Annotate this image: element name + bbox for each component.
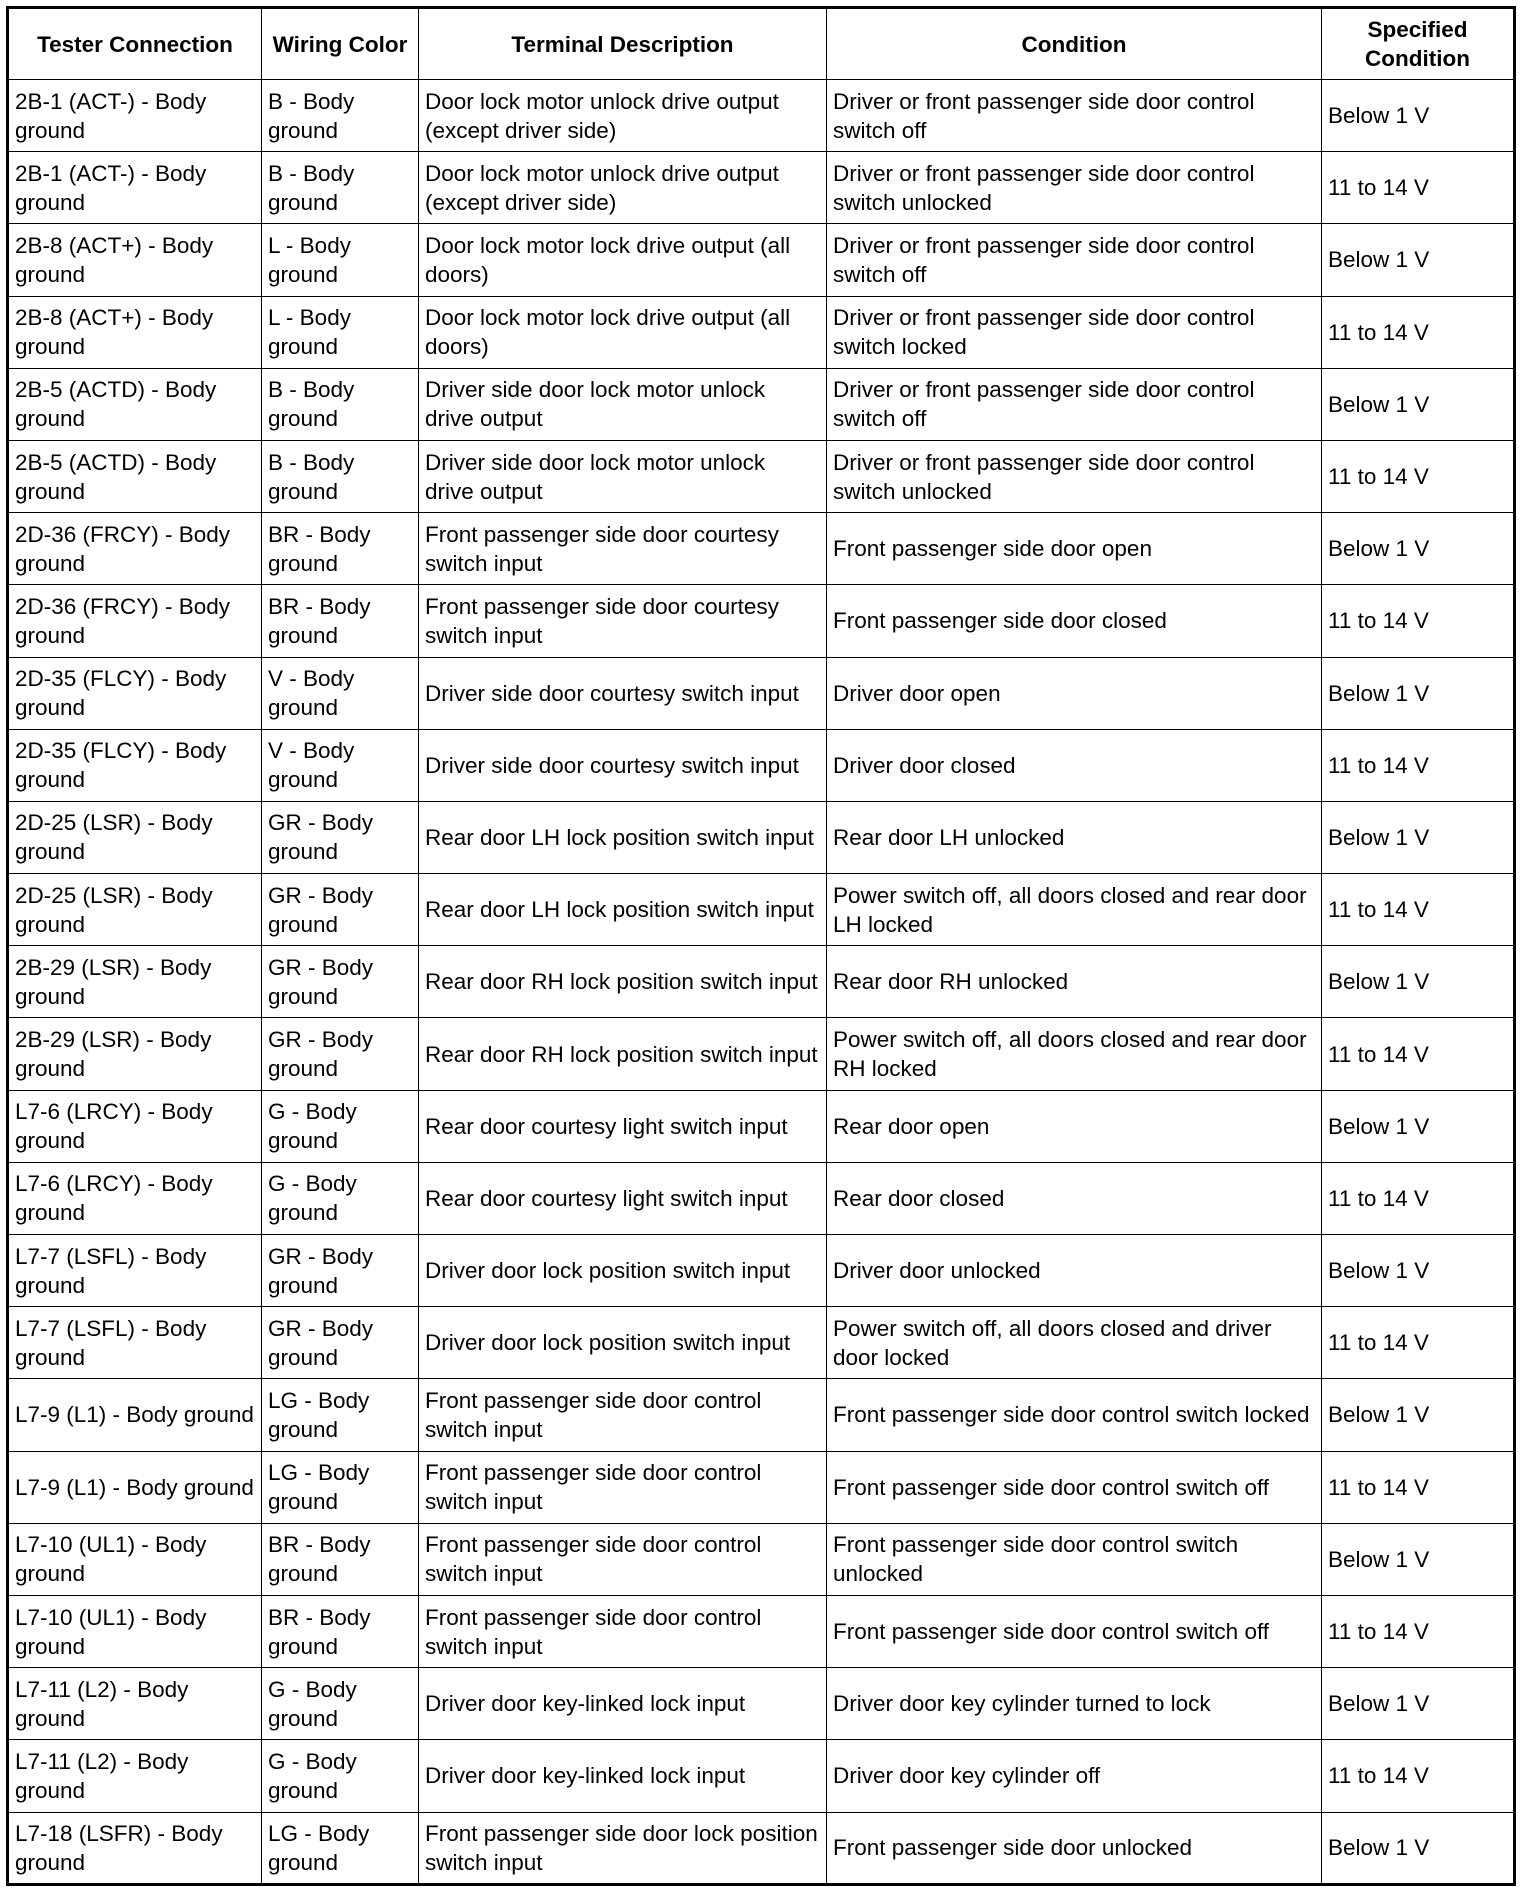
wiring-color-cell: G - Body ground	[262, 1740, 419, 1812]
wiring-color-cell: BR - Body ground	[262, 513, 419, 585]
condition-cell: Power switch off, all doors closed and rear door RH locked	[827, 1018, 1322, 1090]
terminal-description-cell: Driver door key-linked lock input	[419, 1668, 827, 1740]
tester-connection-cell: 2B-8 (ACT+) - Body ground	[8, 224, 262, 296]
condition-cell: Rear door open	[827, 1090, 1322, 1162]
table-row	[8, 729, 1515, 801]
table-row	[8, 1379, 1515, 1451]
header-row	[8, 8, 1515, 80]
specified-condition-cell: 11 to 14 V	[1322, 585, 1515, 657]
condition-cell: Driver or front passenger side door control switch off	[827, 80, 1322, 152]
condition-cell: Driver or front passenger side door control switch off	[827, 368, 1322, 440]
table-row	[8, 1307, 1515, 1379]
table-row	[8, 440, 1515, 512]
terminal-description-cell: Rear door LH lock position switch input	[419, 801, 827, 873]
table-row	[8, 296, 1515, 368]
terminal-description-cell: Front passenger side door courtesy switch input	[419, 513, 827, 585]
wiring-color-cell: GR - Body ground	[262, 946, 419, 1018]
tester-connection-cell: 2D-36 (FRCY) - Body ground	[8, 513, 262, 585]
header-condition: Condition	[827, 8, 1322, 80]
condition-cell: Driver or front passenger side door control switch locked	[827, 296, 1322, 368]
table-row	[8, 585, 1515, 657]
condition-cell: Power switch off, all doors closed and driver door locked	[827, 1307, 1322, 1379]
specified-condition-cell: Below 1 V	[1322, 1523, 1515, 1595]
specified-condition-cell: 11 to 14 V	[1322, 1451, 1515, 1523]
tester-connection-cell: L7-18 (LSFR) - Body ground	[8, 1812, 262, 1885]
table-row	[8, 224, 1515, 296]
wiring-color-cell: GR - Body ground	[262, 1018, 419, 1090]
condition-cell: Front passenger side door control switch off	[827, 1595, 1322, 1667]
terminal-description-cell: Front passenger side door courtesy switch input	[419, 585, 827, 657]
header-terminal-description: Terminal Description	[419, 8, 827, 80]
tester-connection-cell: 2B-8 (ACT+) - Body ground	[8, 296, 262, 368]
table-body	[8, 80, 1515, 1885]
terminal-description-cell: Rear door RH lock position switch input	[419, 1018, 827, 1090]
table-row	[8, 946, 1515, 1018]
specified-condition-cell: Below 1 V	[1322, 1812, 1515, 1885]
wiring-color-cell: LG - Body ground	[262, 1451, 419, 1523]
table-row	[8, 1018, 1515, 1090]
tester-connection-cell: L7-7 (LSFL) - Body ground	[8, 1307, 262, 1379]
terminal-description-cell: Driver door lock position switch input	[419, 1235, 827, 1307]
condition-cell: Power switch off, all doors closed and rear door LH locked	[827, 874, 1322, 946]
terminal-description-cell: Rear door courtesy light switch input	[419, 1162, 827, 1234]
condition-cell: Rear door LH unlocked	[827, 801, 1322, 873]
tester-connection-cell: 2D-25 (LSR) - Body ground	[8, 801, 262, 873]
specified-condition-cell: 11 to 14 V	[1322, 1307, 1515, 1379]
wiring-color-cell: L - Body ground	[262, 224, 419, 296]
wiring-color-cell: L - Body ground	[262, 296, 419, 368]
terminal-description-cell: Driver side door courtesy switch input	[419, 657, 827, 729]
terminal-description-cell: Driver door lock position switch input	[419, 1307, 827, 1379]
wiring-color-cell: B - Body ground	[262, 152, 419, 224]
condition-cell: Driver or front passenger side door control switch unlocked	[827, 152, 1322, 224]
table-row	[8, 513, 1515, 585]
wiring-color-cell: LG - Body ground	[262, 1379, 419, 1451]
tester-connection-cell: L7-10 (UL1) - Body ground	[8, 1523, 262, 1595]
table-row	[8, 801, 1515, 873]
table-row	[8, 1812, 1515, 1885]
table-row	[8, 1235, 1515, 1307]
tester-connection-cell: 2B-29 (LSR) - Body ground	[8, 1018, 262, 1090]
tester-connection-cell: 2D-35 (FLCY) - Body ground	[8, 657, 262, 729]
specified-condition-cell: Below 1 V	[1322, 946, 1515, 1018]
condition-cell: Driver door open	[827, 657, 1322, 729]
table-row	[8, 1162, 1515, 1234]
condition-cell: Rear door closed	[827, 1162, 1322, 1234]
terminal-description-cell: Rear door LH lock position switch input	[419, 874, 827, 946]
condition-cell: Front passenger side door closed	[827, 585, 1322, 657]
wiring-color-cell: GR - Body ground	[262, 1235, 419, 1307]
terminal-description-cell: Front passenger side door control switch input	[419, 1523, 827, 1595]
tester-connection-cell: L7-11 (L2) - Body ground	[8, 1740, 262, 1812]
table-row	[8, 874, 1515, 946]
table-row	[8, 152, 1515, 224]
table-row	[8, 657, 1515, 729]
terminal-description-cell: Front passenger side door control switch input	[419, 1595, 827, 1667]
condition-cell: Driver door unlocked	[827, 1235, 1322, 1307]
table-row	[8, 1451, 1515, 1523]
terminal-description-cell: Door lock motor lock drive output (all doors)	[419, 296, 827, 368]
wiring-color-cell: G - Body ground	[262, 1090, 419, 1162]
tester-connection-cell: L7-6 (LRCY) - Body ground	[8, 1162, 262, 1234]
wiring-color-cell: G - Body ground	[262, 1162, 419, 1234]
wiring-color-cell: BR - Body ground	[262, 1595, 419, 1667]
header-tester-connection: Tester Connection	[8, 8, 262, 80]
specified-condition-cell: Below 1 V	[1322, 1379, 1515, 1451]
table-row	[8, 1595, 1515, 1667]
specified-condition-cell: Below 1 V	[1322, 368, 1515, 440]
specified-condition-cell: 11 to 14 V	[1322, 1162, 1515, 1234]
tester-connection-cell: L7-9 (L1) - Body ground	[8, 1379, 262, 1451]
terminal-description-cell: Driver side door courtesy switch input	[419, 729, 827, 801]
specified-condition-cell: Below 1 V	[1322, 1090, 1515, 1162]
tester-connection-cell: 2B-1 (ACT-) - Body ground	[8, 80, 262, 152]
terminal-description-cell: Driver side door lock motor unlock drive output	[419, 368, 827, 440]
condition-cell: Driver or front passenger side door control switch off	[827, 224, 1322, 296]
condition-cell: Front passenger side door control switch off	[827, 1451, 1322, 1523]
table-row	[8, 1523, 1515, 1595]
specified-condition-cell: Below 1 V	[1322, 513, 1515, 585]
header-wiring-color: Wiring Color	[262, 8, 419, 80]
condition-cell: Driver door key cylinder turned to lock	[827, 1668, 1322, 1740]
terminal-inspection-table	[6, 6, 1516, 1886]
specified-condition-cell: 11 to 14 V	[1322, 1018, 1515, 1090]
specified-condition-cell: Below 1 V	[1322, 80, 1515, 152]
wiring-color-cell: BR - Body ground	[262, 585, 419, 657]
table-row	[8, 1090, 1515, 1162]
terminal-description-cell: Front passenger side door control switch input	[419, 1379, 827, 1451]
table-row	[8, 80, 1515, 152]
tester-connection-cell: L7-11 (L2) - Body ground	[8, 1668, 262, 1740]
terminal-description-cell: Rear door RH lock position switch input	[419, 946, 827, 1018]
wiring-color-cell: B - Body ground	[262, 80, 419, 152]
wiring-color-cell: GR - Body ground	[262, 874, 419, 946]
specified-condition-cell: Below 1 V	[1322, 1668, 1515, 1740]
terminal-description-cell: Door lock motor lock drive output (all doors)	[419, 224, 827, 296]
wiring-color-cell: V - Body ground	[262, 657, 419, 729]
specified-condition-cell: 11 to 14 V	[1322, 296, 1515, 368]
header-specified-condition: Specified Condition	[1322, 8, 1515, 80]
specified-condition-cell: Below 1 V	[1322, 801, 1515, 873]
condition-cell: Rear door RH unlocked	[827, 946, 1322, 1018]
terminal-description-cell: Door lock motor unlock drive output (except driver side)	[419, 80, 827, 152]
condition-cell: Driver door key cylinder off	[827, 1740, 1322, 1812]
tester-connection-cell: 2D-25 (LSR) - Body ground	[8, 874, 262, 946]
wiring-color-cell: LG - Body ground	[262, 1812, 419, 1885]
terminal-description-cell: Rear door courtesy light switch input	[419, 1090, 827, 1162]
condition-cell: Front passenger side door control switch locked	[827, 1379, 1322, 1451]
wiring-color-cell: B - Body ground	[262, 368, 419, 440]
specified-condition-cell: Below 1 V	[1322, 224, 1515, 296]
specified-condition-cell: 11 to 14 V	[1322, 874, 1515, 946]
tester-connection-cell: L7-6 (LRCY) - Body ground	[8, 1090, 262, 1162]
specified-condition-cell: 11 to 14 V	[1322, 1740, 1515, 1812]
terminal-description-cell: Front passenger side door control switch input	[419, 1451, 827, 1523]
tester-connection-cell: L7-7 (LSFL) - Body ground	[8, 1235, 262, 1307]
condition-cell: Front passenger side door unlocked	[827, 1812, 1322, 1885]
tester-connection-cell: 2B-5 (ACTD) - Body ground	[8, 368, 262, 440]
wiring-color-cell: GR - Body ground	[262, 1307, 419, 1379]
table-row	[8, 1740, 1515, 1812]
wiring-color-cell: BR - Body ground	[262, 1523, 419, 1595]
tester-connection-cell: 2B-29 (LSR) - Body ground	[8, 946, 262, 1018]
specified-condition-cell: 11 to 14 V	[1322, 729, 1515, 801]
terminal-description-cell: Driver door key-linked lock input	[419, 1740, 827, 1812]
tester-connection-cell: 2D-35 (FLCY) - Body ground	[8, 729, 262, 801]
tester-connection-cell: 2B-5 (ACTD) - Body ground	[8, 440, 262, 512]
tester-connection-cell: L7-10 (UL1) - Body ground	[8, 1595, 262, 1667]
terminal-description-cell: Door lock motor unlock drive output (except driver side)	[419, 152, 827, 224]
wiring-color-cell: V - Body ground	[262, 729, 419, 801]
condition-cell: Front passenger side door open	[827, 513, 1322, 585]
table-row	[8, 1668, 1515, 1740]
terminal-description-cell: Driver side door lock motor unlock drive output	[419, 440, 827, 512]
tester-connection-cell: 2D-36 (FRCY) - Body ground	[8, 585, 262, 657]
specified-condition-cell: 11 to 14 V	[1322, 1595, 1515, 1667]
condition-cell: Front passenger side door control switch unlocked	[827, 1523, 1322, 1595]
specified-condition-cell: Below 1 V	[1322, 657, 1515, 729]
wiring-color-cell: GR - Body ground	[262, 801, 419, 873]
table-row	[8, 368, 1515, 440]
specified-condition-cell: Below 1 V	[1322, 1235, 1515, 1307]
wiring-color-cell: G - Body ground	[262, 1668, 419, 1740]
specified-condition-cell: 11 to 14 V	[1322, 440, 1515, 512]
condition-cell: Driver or front passenger side door control switch unlocked	[827, 440, 1322, 512]
wiring-color-cell: B - Body ground	[262, 440, 419, 512]
condition-cell: Driver door closed	[827, 729, 1322, 801]
tester-connection-cell: 2B-1 (ACT-) - Body ground	[8, 152, 262, 224]
tester-connection-cell: L7-9 (L1) - Body ground	[8, 1451, 262, 1523]
specified-condition-cell: 11 to 14 V	[1322, 152, 1515, 224]
terminal-description-cell: Front passenger side door lock position switch input	[419, 1812, 827, 1885]
